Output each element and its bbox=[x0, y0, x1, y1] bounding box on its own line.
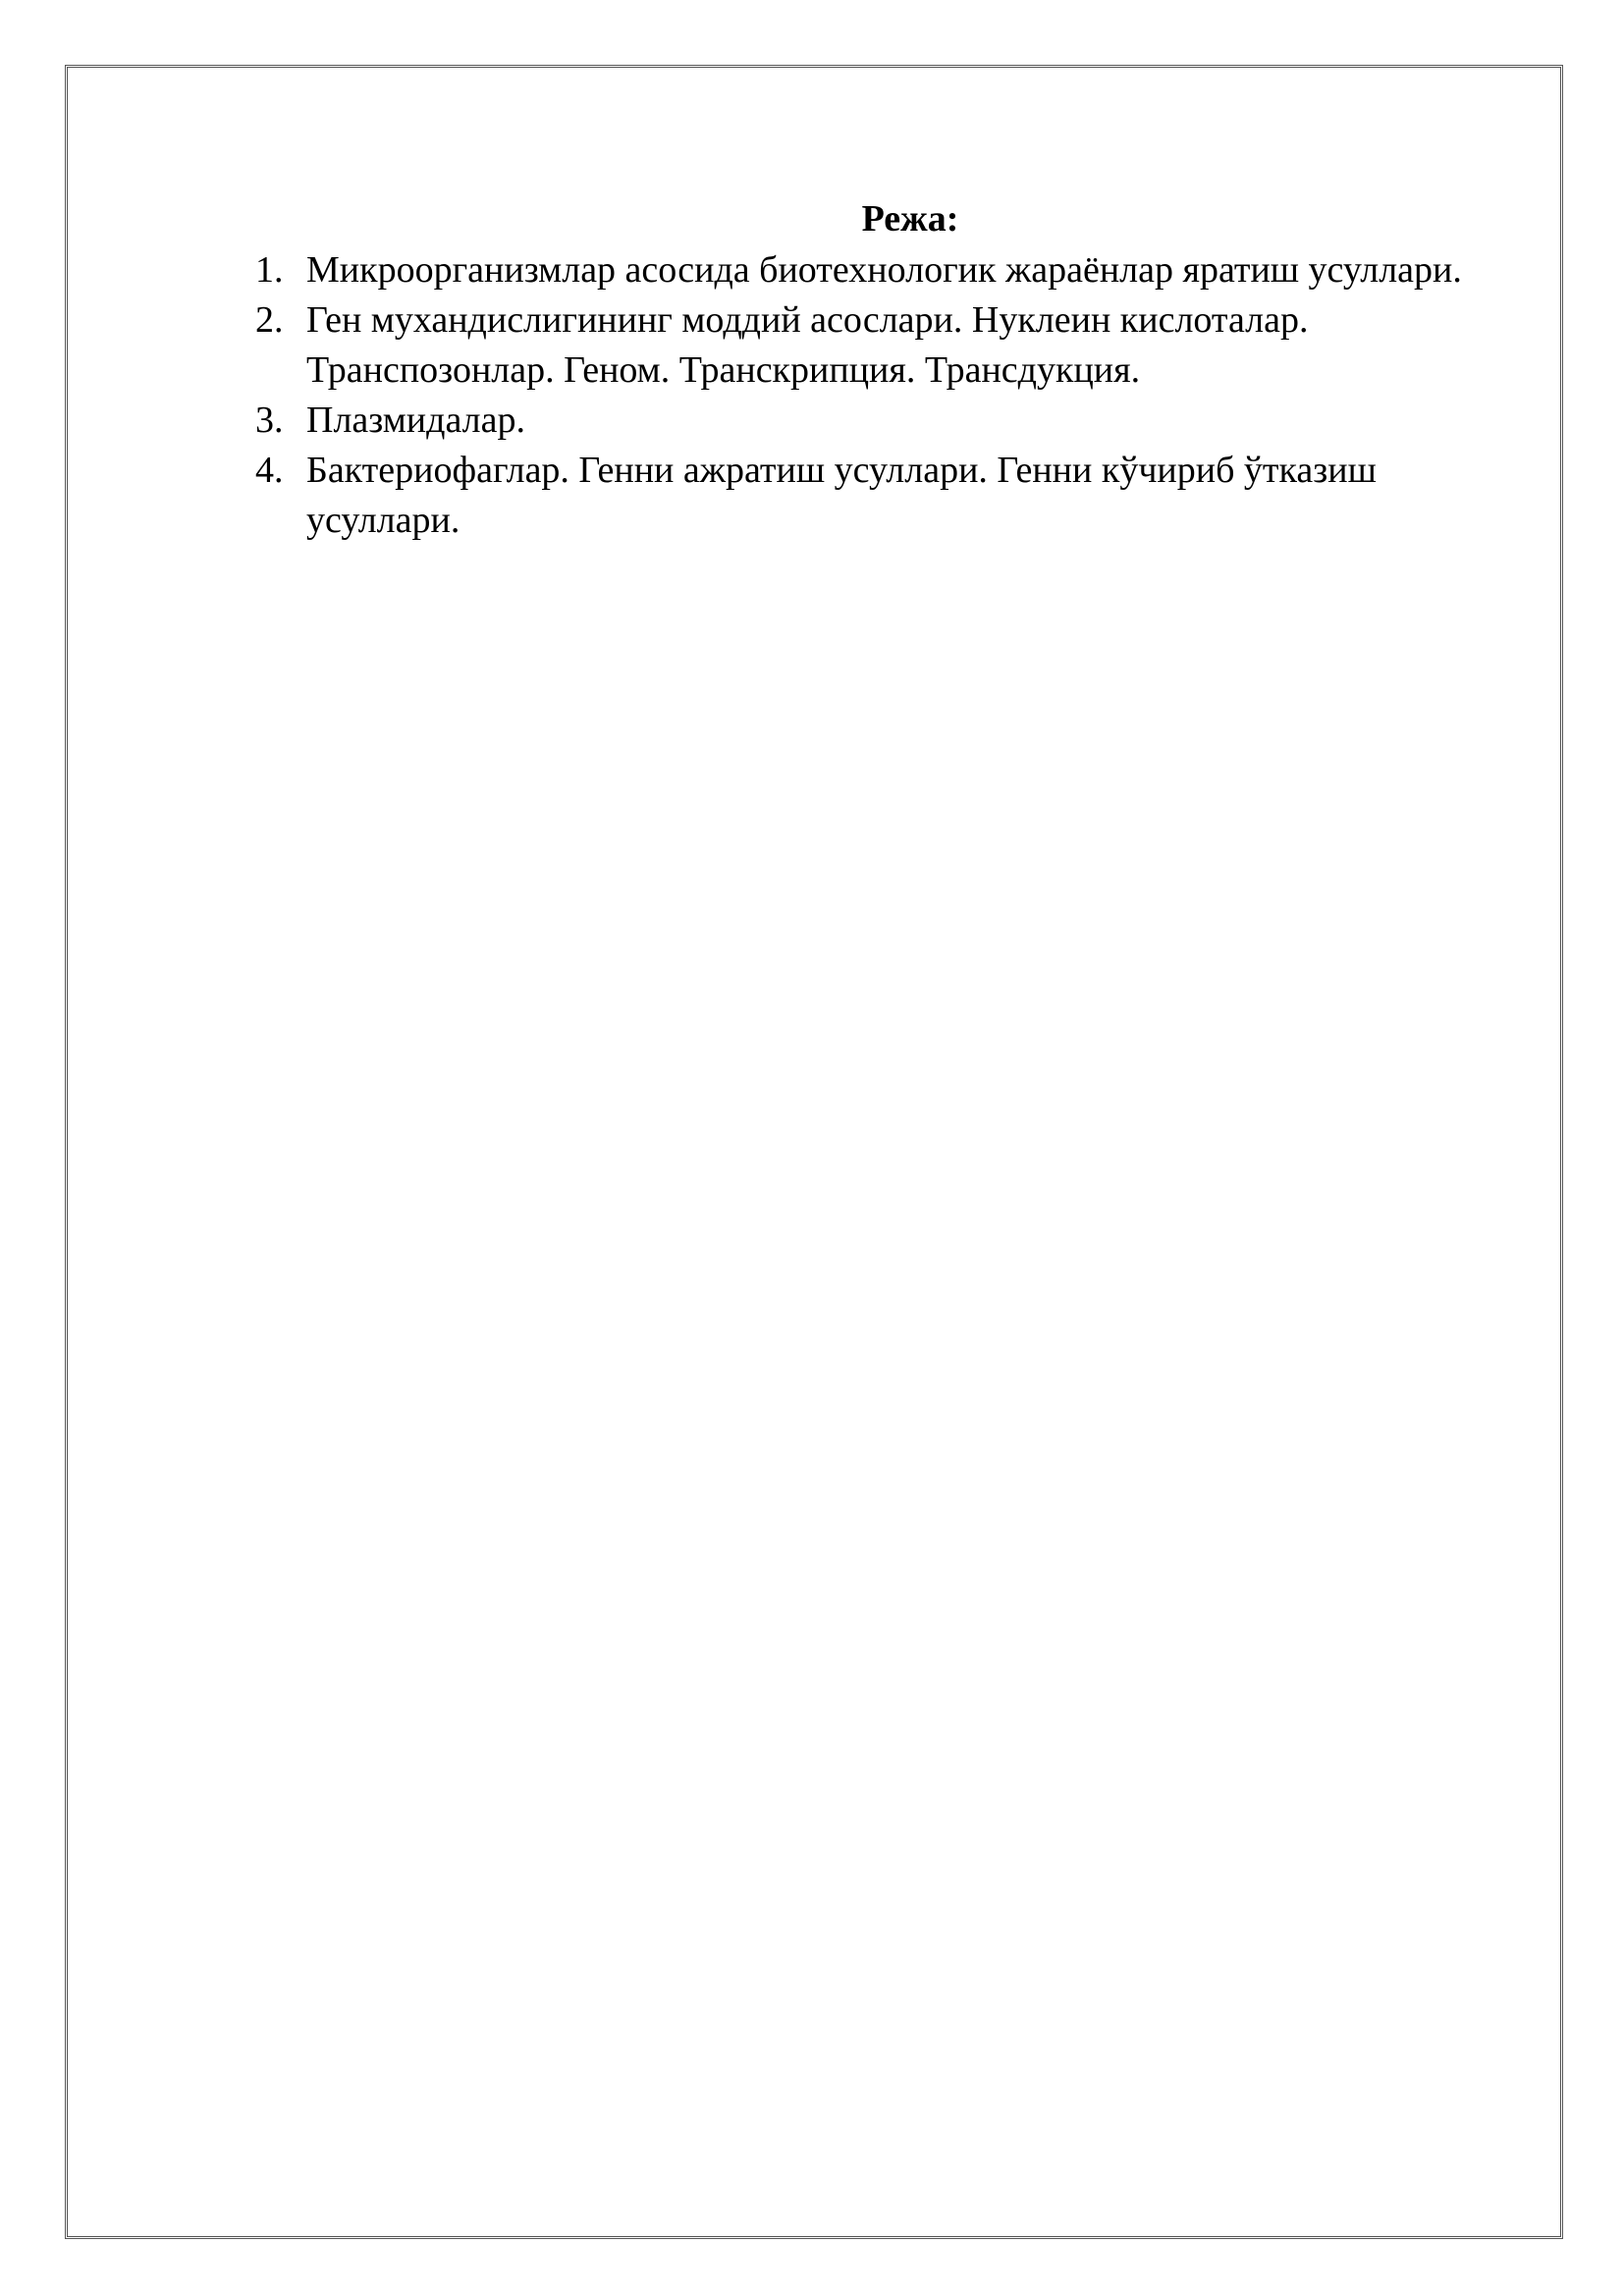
plan-heading-text: Режа: bbox=[861, 198, 959, 240]
plan-heading bbox=[0, 194, 1624, 243]
plan-list bbox=[255, 245, 1502, 546]
plan-item-text: Плазмидалар. bbox=[306, 400, 525, 441]
plan-item-4 bbox=[255, 446, 1502, 546]
plan-item-number: 4. bbox=[255, 450, 284, 491]
plan-item-1 bbox=[255, 245, 1502, 295]
plan-item-text: Ген мухандислигининг моддий асослари. Нуклеин кислоталар. Транспозонлар. Геном. Транскрипция. Трансдукция. bbox=[306, 299, 1309, 391]
plan-item-number: 3. bbox=[255, 400, 284, 441]
plan-item-3 bbox=[255, 396, 1502, 446]
plan-item-text: Бактериофаглар. Генни ажратиш усуллари. Генни кўчириб ўтказиш усуллари. bbox=[306, 450, 1377, 541]
plan-item-text: Микроорганизмлар асосида биотехнологик жараёнлар яратиш усуллари. bbox=[306, 249, 1462, 291]
plan-item-number: 2. bbox=[255, 299, 284, 341]
plan-item-number: 1. bbox=[255, 249, 284, 291]
plan-item-2 bbox=[255, 295, 1502, 396]
